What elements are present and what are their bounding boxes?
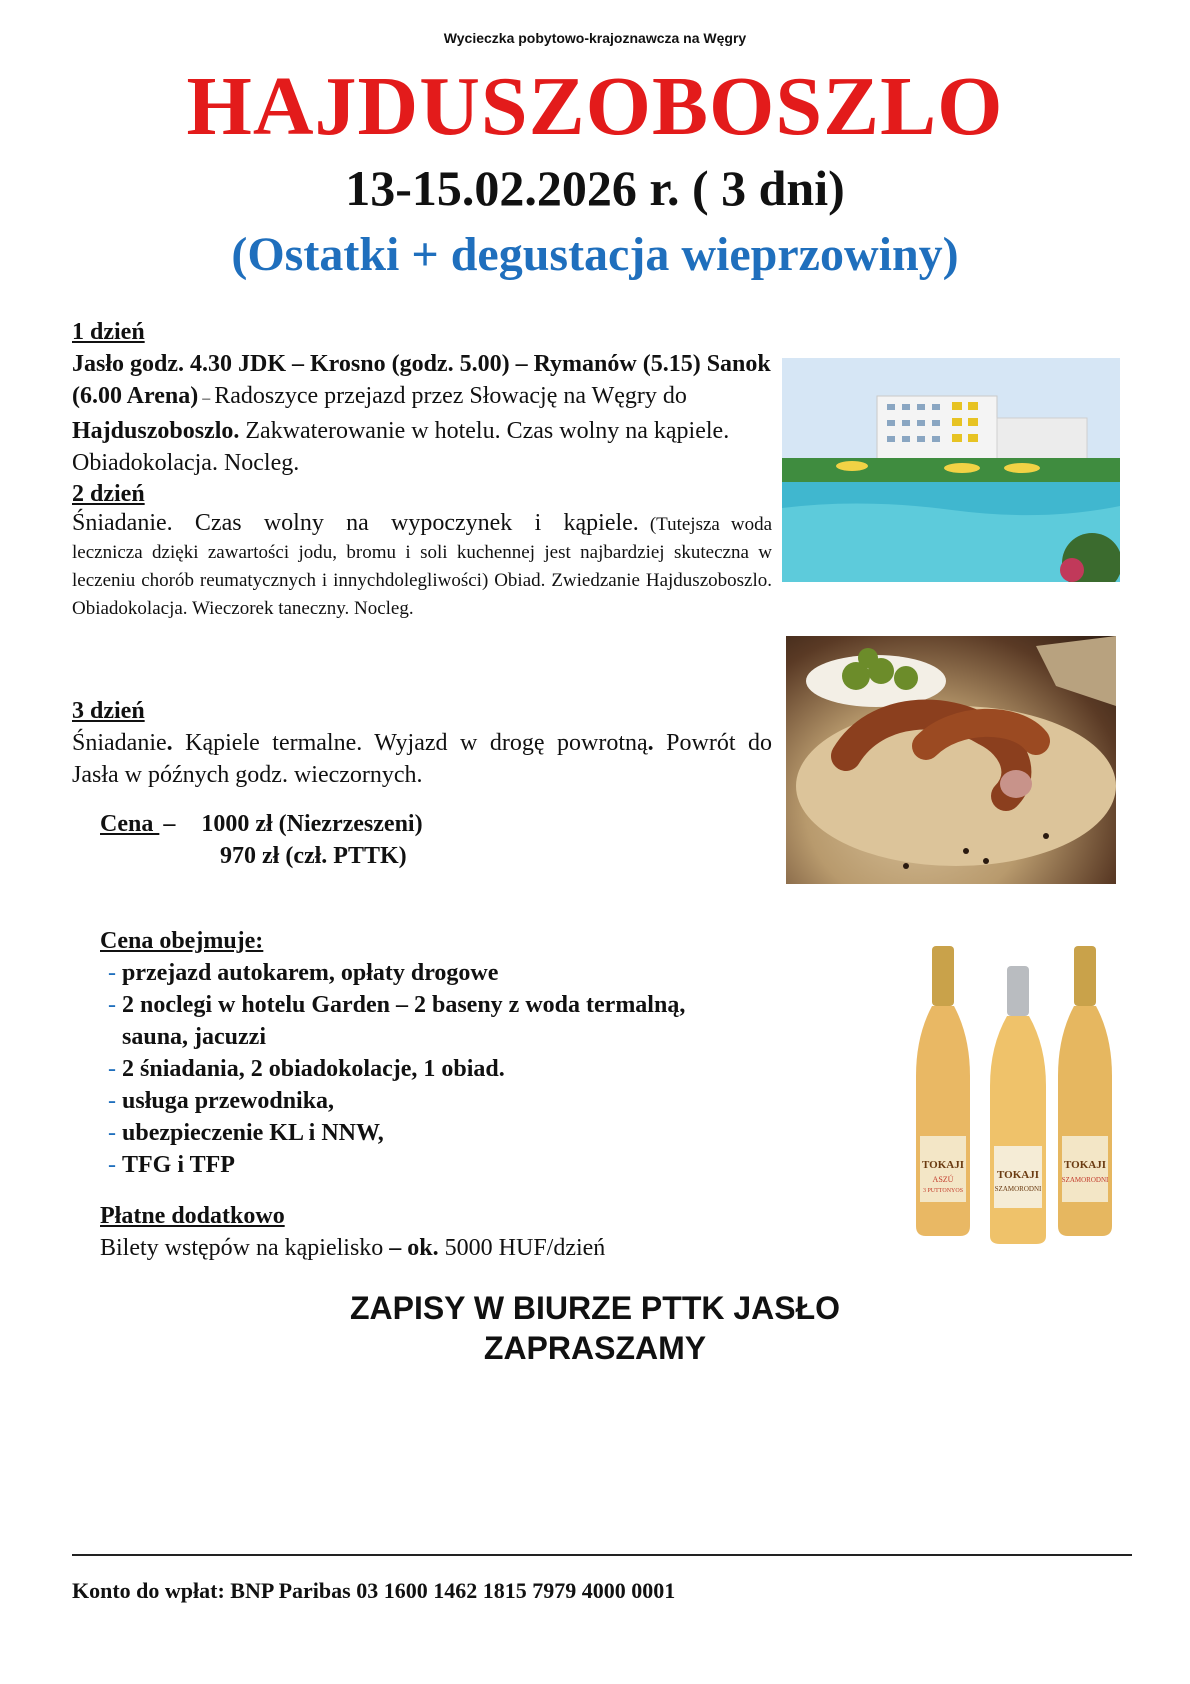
day1-route-dash: – — [198, 390, 215, 407]
day2-note: (Tutejsza woda lecznicza dzięki zawartości jodu, bromu i soli kuchennej jest najbardziej skuteczna w leczeniu chorób reumatycznych i innychdolegliwości) Obiad. Zwiedzanie Hajduszoboszlo. Obiadokolacja. Wieczorek taneczny. Nocleg. — [72, 514, 772, 619]
day1-heading: 1 dzień — [72, 319, 145, 345]
price-section — [100, 808, 600, 872]
day3-dot-2: . — [647, 730, 654, 756]
day1-rest: Zakwaterowanie w hotelu. Czas wolny na kąpiele. Obiadokolacja. Nocleg. — [72, 418, 730, 476]
day1-route: Jasło godz. 4.30 JDK – Krosno (godz. 5.00) – Rymanów (5.15) Sanok (6.00 Arena) — [72, 351, 771, 409]
trip-dates: 13-15.02.2026 r. ( 3 dni) — [345, 160, 845, 216]
day2-text — [72, 510, 772, 622]
day1-text — [72, 348, 772, 479]
extra-heading: Płatne dodatkowo — [100, 1203, 285, 1229]
day1-destination: Hajduszoboszlo. — [72, 418, 240, 444]
day3-text — [72, 727, 772, 791]
price-member: 970 zł (czł. PTTK) — [220, 843, 407, 869]
day3-dot-1: . — [166, 730, 173, 756]
list-item: - 2 śniadania, 2 obiadokolacje, 1 obiad. — [108, 1056, 505, 1082]
list-item: - TFG i TFP — [108, 1152, 235, 1178]
day3-text-a: Śniadanie — [72, 730, 167, 756]
day1-section — [72, 316, 772, 479]
includes-heading: Cena obejmuje: — [100, 928, 264, 954]
includes-section — [100, 925, 900, 1181]
price-regular: 1000 zł (Niezrzeszeni) — [201, 811, 423, 837]
day3-text-b: Kąpiele termalne. Wyjazd w drogę powrotną — [172, 730, 648, 756]
signup-call-to-action — [0, 1288, 1190, 1368]
list-item: - ubezpieczenie KL i NNW, — [108, 1120, 384, 1146]
day2-lead: Śniadanie. Czas wolny na wypoczynek i kąpiele. — [72, 510, 639, 536]
includes-list — [100, 957, 900, 1181]
tokaji-wine-bottles-photo — [910, 946, 1128, 1246]
hotel-pool-photo — [782, 358, 1120, 582]
cta-line-1: ZAPISY W BIURZE PTTK JASŁO — [349, 1290, 841, 1326]
sausage-platter-photo — [786, 636, 1116, 884]
cta-line-2: ZAPRASZAMY — [483, 1330, 707, 1366]
wine-label-2: TOKAJI — [997, 1169, 1039, 1181]
extra-text: Bilety wstępów na kąpielisko – ok. 5000 HUF/dzień — [100, 1235, 606, 1261]
destination-title: HAJDUSZOBOSZLO — [186, 60, 1004, 153]
wine-label-3: TOKAJI — [1064, 1159, 1106, 1171]
list-item: - usługa przewodnika, — [108, 1088, 335, 1114]
price-dash: – — [163, 811, 176, 837]
extra-section — [100, 1200, 800, 1264]
list-item: - 2 noclegi w hotelu Garden – 2 baseny z woda termalną, sauna, jacuzzi — [108, 992, 686, 1050]
day3-text-c: Powrót do Jasła w późnych godz. wieczornych. — [72, 730, 772, 788]
wine-sub-1: ASZÚ — [932, 1175, 954, 1184]
day1-route-rest: Radoszyce przejazd przez Słowację na Węgry do — [214, 383, 687, 409]
footer-divider — [72, 1554, 1132, 1556]
wine-sub-1b: 3 PUTTONYOS — [922, 1188, 964, 1194]
wine-sub-3: SZAMORODNI — [1061, 1176, 1109, 1184]
wine-label-1: TOKAJI — [922, 1159, 964, 1171]
trip-type-subtitle: Wycieczka pobytowo-krajoznawcza na Węgry — [443, 30, 747, 46]
list-item: - przejazd autokarem, opłaty drogowe — [108, 960, 499, 986]
day3-heading: 3 dzień — [72, 698, 145, 724]
day3-section — [72, 695, 772, 791]
price-label: Cena — [100, 811, 160, 837]
bank-account: Konto do wpłat: BNP Paribas 03 1600 1462 1815 7979 4000 0001 — [72, 1578, 676, 1603]
wine-sub-2: SZAMORODNI — [994, 1185, 1042, 1193]
day2-section — [72, 478, 772, 622]
day2-heading: 2 dzień — [72, 481, 145, 507]
trip-theme: (Ostatki + degustacja wieprzowiny) — [231, 228, 959, 281]
